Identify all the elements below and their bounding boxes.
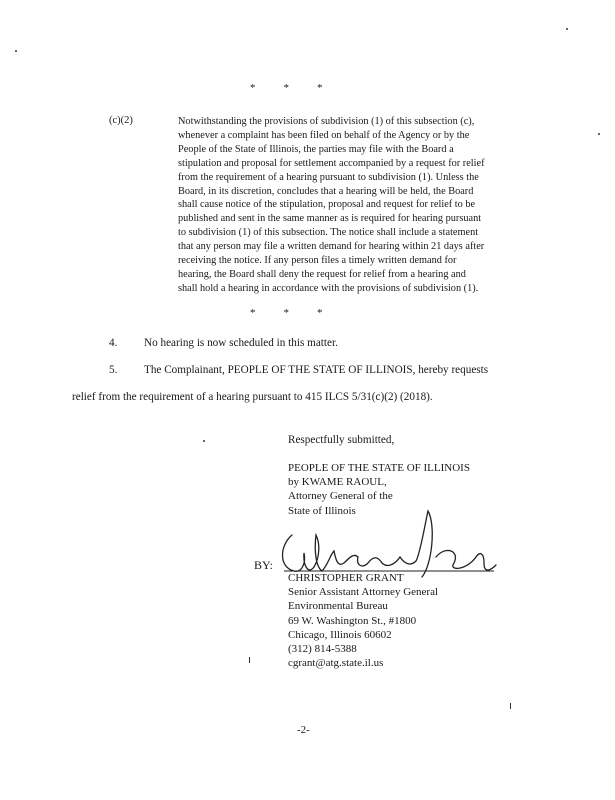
phone-number: (312) 814-5388 <box>288 643 357 656</box>
provision-line: published and sent in the same manner as is required for hearing pursuant <box>178 213 482 225</box>
separator-star: * <box>250 307 256 319</box>
provision-line: stipulation and proposal for settlement accompanied by a request for relief <box>178 157 485 169</box>
email-address: cgrant@atg.state.il.us <box>288 657 384 670</box>
street-address: 69 W. Washington St., #1800 <box>288 614 417 627</box>
signatory-position: Senior Assistant Attorney General <box>288 586 439 599</box>
paragraph-text: relief from the requirement of a hearing pursuant to 415 ILCS 5/31(c)(2) (2018). <box>72 391 433 403</box>
signatory-block <box>288 571 438 670</box>
separator-star: * <box>250 82 256 94</box>
provision-line: receiving the notice. If any person files a timely written demand for <box>178 255 457 267</box>
scan-speck <box>510 703 511 709</box>
section-separator-top <box>250 82 323 94</box>
signatory-name: CHRISTOPHER GRANT <box>288 572 404 584</box>
provision-line: Board, in its discretion, concludes that a hearing will be held, the Board <box>178 185 474 197</box>
provision-label: (c)(2) <box>109 115 133 126</box>
separator-star: * <box>283 307 289 319</box>
page-number: -2- <box>297 724 310 736</box>
provision-line: whenever a complaint has been filed on behalf of the Agency or by the <box>178 129 470 141</box>
provision-line: that any person may file a written demand for hearing within 21 days after <box>178 241 485 253</box>
scan-speck <box>598 133 600 135</box>
scan-speck <box>249 657 250 663</box>
separator-star: * <box>283 82 289 94</box>
provision-line: to subdivision (1) of this subsection. The notice shall include a statement <box>178 227 479 239</box>
provision-line: hearing, the Board shall deny the request for relief from a hearing and <box>178 268 466 280</box>
attorney-general-line: by KWAME RAOUL, <box>288 476 387 489</box>
separator-star: * <box>317 307 323 319</box>
by-label: BY: <box>254 558 273 572</box>
paragraph-text: The Complainant, PEOPLE OF THE STATE OF ILLINOIS, hereby requests <box>144 364 489 376</box>
scan-speck <box>203 440 205 442</box>
scan-speck <box>15 50 17 52</box>
provision-line: Notwithstanding the provisions of subdivision (1) of this subsection (c), <box>178 116 475 127</box>
paragraph-number: 5. <box>109 364 118 376</box>
provision-line: shall cause notice of the stipulation, proposal and request for relief to be <box>178 199 476 211</box>
provision-line: People of the State of Illinois, the parties may file with the Board a <box>178 143 454 155</box>
party-name: PEOPLE OF THE STATE OF ILLINOIS <box>288 462 470 474</box>
scan-speck <box>566 28 568 30</box>
paragraph-number: 4. <box>109 337 118 349</box>
separator-star: * <box>317 82 323 94</box>
paragraph-text: No hearing is now scheduled in this matter. <box>144 337 338 349</box>
provision-line: shall hold a hearing in accordance with the provisions of subdivision (1). <box>178 282 479 294</box>
office-title: Attorney General of the <box>288 490 393 503</box>
section-separator-bottom <box>250 307 323 319</box>
quoted-provision <box>178 115 533 296</box>
closing-salutation: Respectfully submitted, <box>288 434 395 446</box>
signatory-bureau: Environmental Bureau <box>288 600 388 613</box>
office-title: State of Illinois <box>288 504 356 517</box>
city-state-zip: Chicago, Illinois 60602 <box>288 628 392 641</box>
provision-line: from the requirement of a hearing pursuant to subdivision (1). Unless the <box>178 171 479 183</box>
